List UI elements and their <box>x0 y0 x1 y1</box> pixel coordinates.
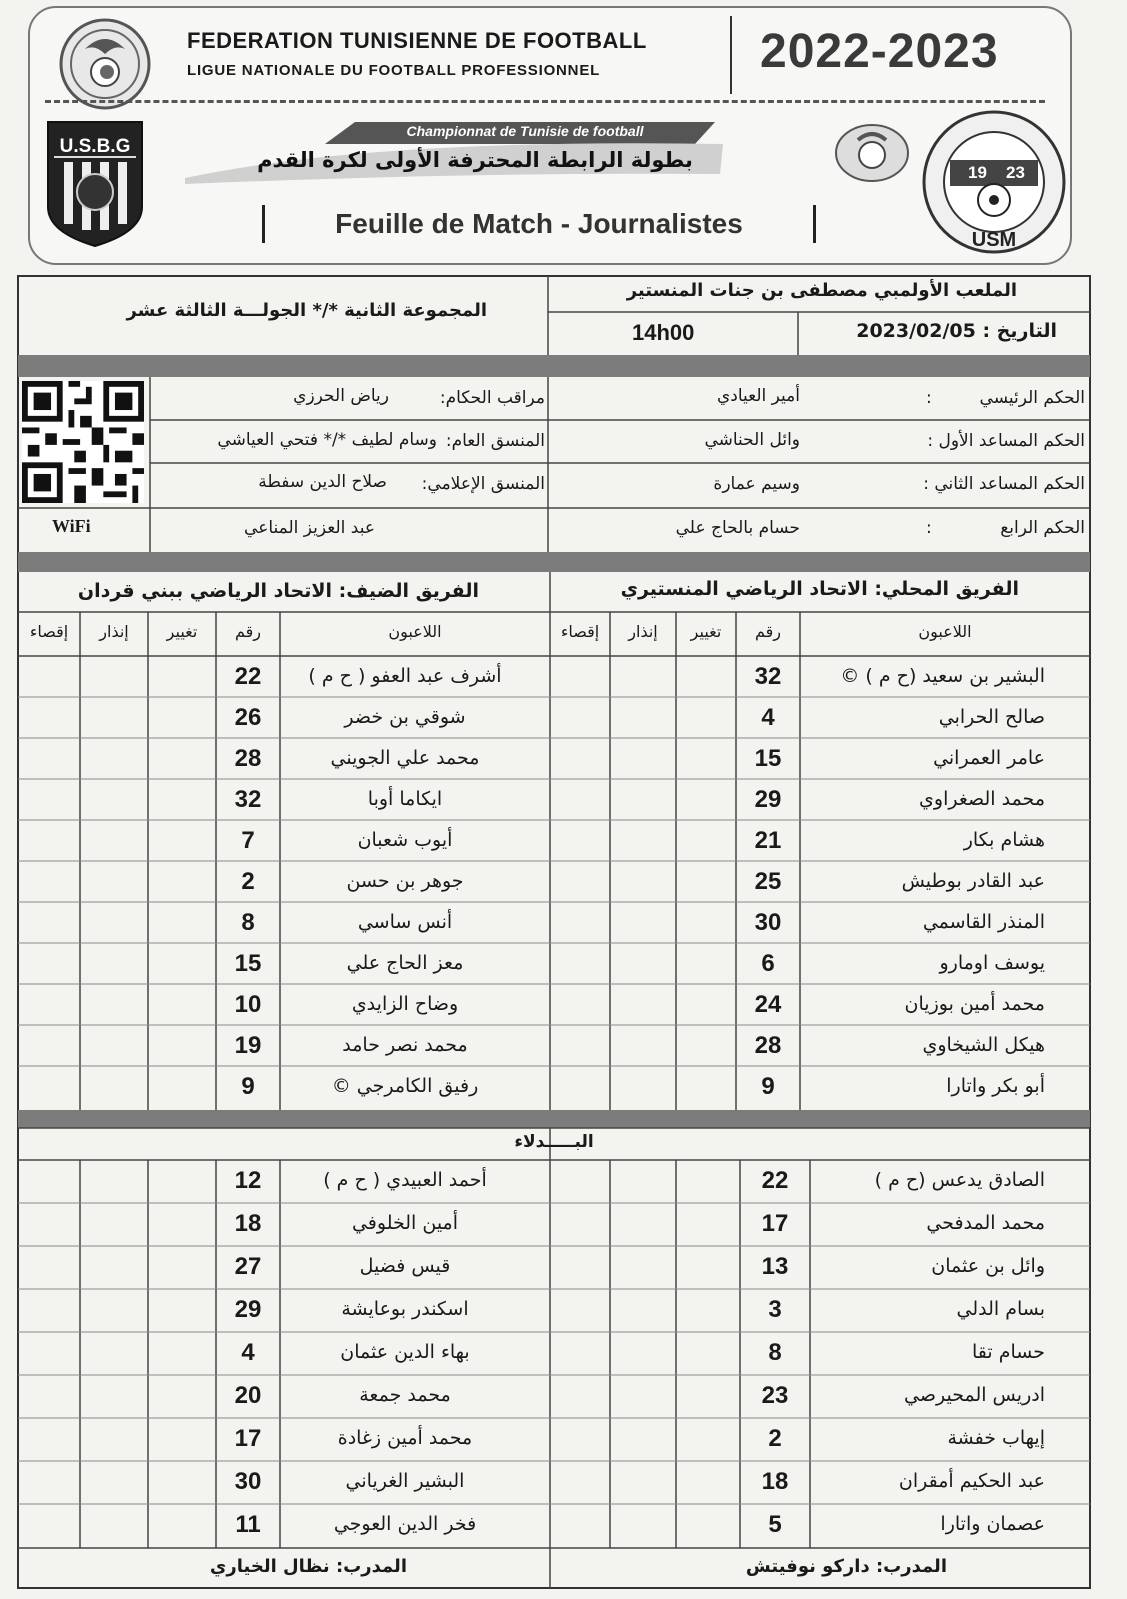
player-name: محمد الصغراوي <box>919 788 1045 810</box>
player-name: ادريس المحيرصي <box>904 1384 1045 1406</box>
colon-1: : <box>926 388 932 408</box>
assistant2: وسيم عمارة <box>713 474 800 494</box>
general-coord: وسام لطيف */* فتحي العياشي <box>217 430 437 450</box>
player-number: 15 <box>754 745 782 772</box>
player-number: 5 <box>768 1511 782 1538</box>
championship-fr: Championnat de Tunisie de football <box>406 123 644 139</box>
home-col-warning: إنذار <box>628 622 658 641</box>
player-number: 30 <box>234 1468 262 1495</box>
player-number: 22 <box>761 1167 789 1194</box>
home-team-label: الفريق المحلي: الاتحاد الرياضي المنستيري <box>620 578 1019 600</box>
season: 2022-2023 <box>760 25 999 78</box>
player-name: أحمد العبيدي ( ح م ) <box>323 1169 487 1191</box>
player-name: يوسف اومارو <box>939 952 1045 974</box>
player-name: وضاح الزايدي <box>351 993 459 1015</box>
player-name: وائل بن عثمان <box>931 1255 1045 1277</box>
player-name: أيوب شعبان <box>357 829 453 851</box>
player-number: 3 <box>768 1296 782 1323</box>
main-referee: أمير العيادي <box>716 386 800 406</box>
general-coord-label: المنسق العام: <box>445 431 545 451</box>
away-col-players: اللاعبون <box>388 622 442 641</box>
player-name: عامر العمراني <box>933 747 1045 769</box>
player-name: جوهر بن حسن <box>346 870 464 892</box>
svg-text:U.S.B.G: U.S.B.G <box>59 136 131 157</box>
player-number: 10 <box>234 991 262 1018</box>
player-number: 28 <box>754 1032 782 1059</box>
player-number: 32 <box>754 663 782 690</box>
player-number: 29 <box>234 1296 262 1323</box>
assistant1-label: الحكم المساعد الأول : <box>927 431 1085 451</box>
qr-code <box>22 381 144 503</box>
player-name: عصمان واتارا <box>940 1513 1045 1535</box>
player-number: 13 <box>761 1253 789 1280</box>
kickoff-time: 14h00 <box>632 320 695 345</box>
player-name: معز الحاج علي <box>346 952 464 974</box>
player-name: الصادق يدعس (ح م ) <box>874 1169 1045 1191</box>
player-name: عبد القادر بوطيش <box>901 870 1045 892</box>
player-number: 12 <box>234 1167 262 1194</box>
fourth-referee: حسام بالحاج علي <box>675 518 800 538</box>
player-name: عبد الحكيم أمقران <box>898 1470 1045 1492</box>
player-name: البشير بن سعيد (ح م ) © <box>840 665 1045 687</box>
player-number: 2 <box>768 1425 782 1452</box>
sheet-title: Feuille de Match - Journalistes <box>262 205 816 243</box>
league-title: LIGUE NATIONALE DU FOOTBALL PROFESSIONNEL <box>187 62 601 79</box>
group-round: المجموعة الثانية */* الجولـــة الثالثة عشر <box>126 300 487 321</box>
player-number: 28 <box>234 745 262 772</box>
player-number: 4 <box>761 704 775 731</box>
player-name: محمد علي الجويني <box>330 747 480 769</box>
away-col-number: رقم <box>234 622 262 641</box>
player-number: 9 <box>241 1073 255 1100</box>
player-name: أبو بكر واتارا <box>946 1075 1045 1097</box>
player-number: 4 <box>241 1339 255 1366</box>
stadium: الملعب الأولمبي مصطفى بن جنات المنستير <box>626 280 1017 301</box>
player-number: 21 <box>754 827 782 854</box>
svg-text:23: 23 <box>1006 163 1025 182</box>
player-name: هشام بكار <box>963 829 1045 851</box>
assistant2-label: الحكم المساعد الثاني : <box>923 474 1085 494</box>
home-col-players: اللاعبون <box>918 622 972 641</box>
player-number: 6 <box>761 950 775 977</box>
player-name: فخر الدين العوجي <box>333 1513 477 1535</box>
player-number: 23 <box>761 1382 789 1409</box>
player-number: 29 <box>754 786 782 813</box>
player-name: بسام الدلي <box>956 1298 1045 1320</box>
player-number: 8 <box>241 909 255 936</box>
away-coach: المدرب: نظال الخياري <box>209 1556 407 1577</box>
player-name: محمد أمين زغادة <box>337 1427 473 1449</box>
away-team-label: الفريق الضيف: الاتحاد الرياضي ببني قردان <box>77 580 479 602</box>
colon-2: : <box>926 518 932 538</box>
player-name: ايكاما أوبا <box>367 788 443 810</box>
supervisor: رياض الحرزي <box>293 386 389 406</box>
player-number: 11 <box>235 1511 261 1538</box>
player-number: 7 <box>241 827 255 854</box>
player-name: اسكندر بوعايشة <box>341 1298 469 1320</box>
main-referee-label: الحكم الرئيسي <box>979 388 1085 408</box>
svg-text:USM: USM <box>971 229 1017 251</box>
home-coach: المدرب: داركو نوفيتش <box>745 1556 947 1577</box>
assistant1: وائل الحناشي <box>704 430 800 450</box>
player-number: 26 <box>234 704 262 731</box>
player-number: 25 <box>754 868 782 895</box>
player-name: محمد جمعة <box>359 1384 451 1406</box>
player-name: بهاء الدين عثمان <box>340 1341 470 1363</box>
extra-official: عبد العزيز المناعي <box>244 518 375 538</box>
player-number: 30 <box>754 909 782 936</box>
player-number: 17 <box>234 1425 262 1452</box>
wifi-label: WiFi <box>52 516 91 536</box>
player-name: إيهاب خفشة <box>947 1427 1045 1449</box>
player-number: 9 <box>761 1073 775 1100</box>
player-name: أمين الخلوفي <box>351 1212 459 1234</box>
home-col-change: تغيير <box>690 622 722 641</box>
player-name: رفيق الكامرجي © <box>331 1075 479 1097</box>
player-number: 19 <box>234 1032 262 1059</box>
player-name: صالح الحرابي <box>938 706 1045 728</box>
home-col-number: رقم <box>754 622 782 641</box>
player-name: محمد أمين بوزيان <box>904 993 1045 1015</box>
player-name: محمد نصر حامد <box>342 1034 468 1056</box>
away-col-change: تغيير <box>166 622 198 641</box>
player-name: قيس فضيل <box>359 1255 451 1277</box>
media-coord: صلاح الدين سفطة <box>258 472 387 492</box>
player-number: 18 <box>761 1468 789 1495</box>
player-number: 15 <box>234 950 262 977</box>
player-number: 2 <box>241 868 255 895</box>
player-number: 24 <box>754 991 782 1018</box>
player-name: هيكل الشيخاوي <box>922 1034 1045 1056</box>
federation-title: FEDERATION TUNISIENNE DE FOOTBALL <box>187 28 647 53</box>
player-name: حسام تقا <box>972 1341 1045 1363</box>
player-number: 27 <box>234 1253 262 1280</box>
player-number: 18 <box>234 1210 262 1237</box>
player-number: 20 <box>234 1382 262 1409</box>
fourth-referee-label: الحكم الرابع <box>1000 518 1085 538</box>
substitutes-label: البـــــدلاء <box>514 1132 594 1152</box>
away-col-expulsion: إقصاء <box>29 622 69 641</box>
supervisor-label: مراقب الحكام: <box>439 388 545 408</box>
player-number: 22 <box>234 663 262 690</box>
player-name: أشرف عبد العفو ( ح م ) <box>308 665 502 687</box>
home-col-expulsion: إقصاء <box>560 622 600 641</box>
player-name: أنس ساسي <box>357 911 453 933</box>
svg-text:19: 19 <box>968 163 987 182</box>
match-date: التاريخ : 2023/02/05 <box>856 320 1057 342</box>
away-col-warning: إنذار <box>99 622 129 641</box>
player-name: شوقي بن خضر <box>344 706 466 728</box>
player-number: 32 <box>234 786 262 813</box>
player-number: 8 <box>768 1339 782 1366</box>
player-name: محمد المدفحي <box>926 1212 1045 1234</box>
media-coord-label: المنسق الإعلامي: <box>421 474 545 494</box>
championship-ar: بطولة الرابطة المحترفة الأولى لكرة القدم <box>257 148 693 172</box>
player-number: 17 <box>761 1210 789 1237</box>
player-name: البشير الغرياني <box>345 1470 465 1492</box>
player-name: المنذر القاسمي <box>922 911 1045 933</box>
